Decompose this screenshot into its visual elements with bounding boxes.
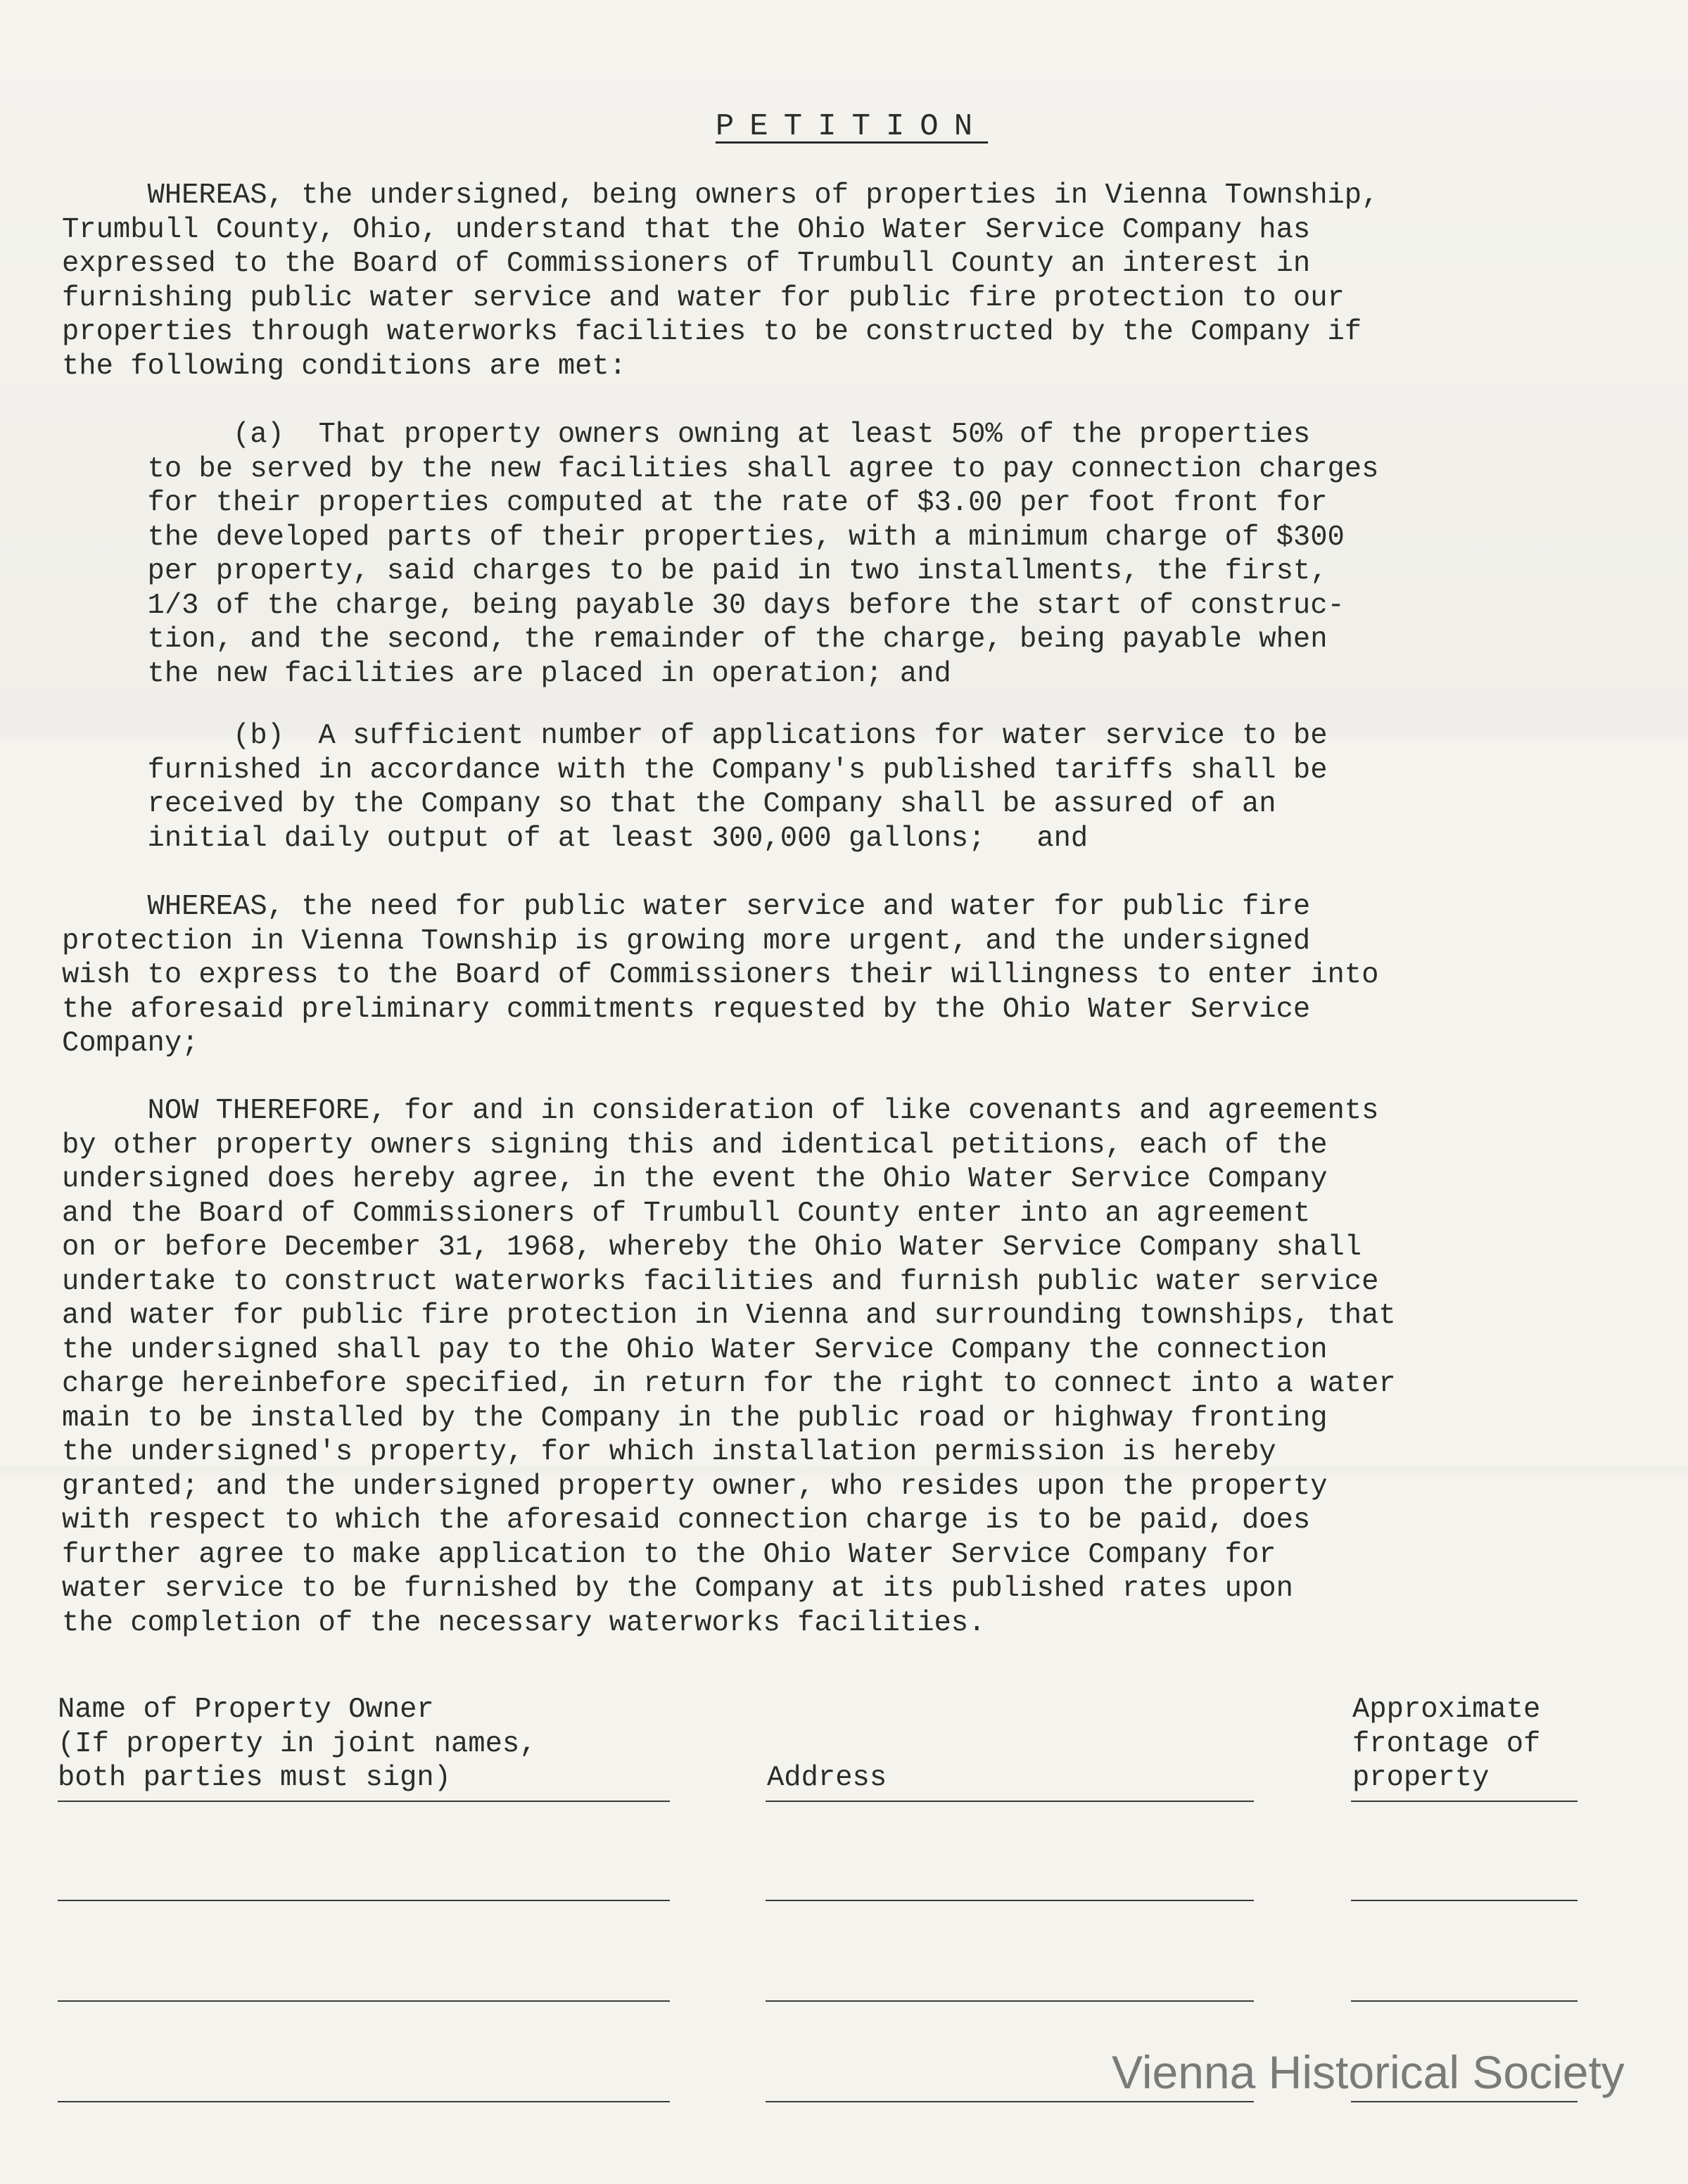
- name-column-header: Name of Property Owner (If property in joint names, both parties must sign): [58, 1694, 537, 1794]
- signature-line-frontage[interactable]: [1351, 2000, 1578, 2002]
- frontage-column-header: Approximate frontage of property: [1352, 1694, 1541, 1794]
- signature-line-name[interactable]: [58, 2101, 670, 2102]
- header-rule-frontage: [1351, 1801, 1578, 1802]
- address-column-header: Address: [767, 1762, 887, 1794]
- signature-line-frontage[interactable]: [1351, 1900, 1578, 1901]
- whereas-paragraph-1: WHEREAS, the undersigned, being owners of properties in Vienna Township, Trumbull County, Ohio, understand that the Ohio Water Service Company has expressed to the Board of Commissioners of Trumbull County an interest in furnishing public water service and water for public fire protection to our properties through waterworks facilities to be constructed by the Company if the following conditions are met:: [62, 179, 1379, 383]
- signature-line-name[interactable]: [58, 2000, 670, 2002]
- whereas-paragraph-2: WHEREAS, the need for public water service and water for public fire protection in Vienna Township is growing more urgent, and the undersigned wish to express to the Board of Commissioners their willingness to enter into the aforesaid preliminary commitments requested by the Ohio Water Service Company;: [62, 891, 1379, 1060]
- now-therefore-paragraph: NOW THEREFORE, for and in consideration of like covenants and agreements by other property owners signing this and identical petitions, each of the undersigned does hereby agree, in the event the Ohio Water Service Company and the Board of Commissioners of Trumbull County enter into an agreement on or before December 31, 1968, whereby the Ohio Water Service Company shall undertake to construct waterworks facilities and furnish public water service and water for public fire protection in Vienna and surrounding townships, that the undersigned shall pay to the Ohio Water Service Company the connection charge hereinbefore specified, in return for the right to connect into a water main to be installed by the Company in the public road or highway fronting the undersigned's property, for which installation permission is hereby granted; and the undersigned property owner, who resides upon the property with respect to which the aforesaid connection charge is to be paid, does further agree to make application to the Ohio Water Service Company for water service to be furnished by the Company at its published rates upon the completion of the necessary waterworks facilities.: [62, 1095, 1396, 1639]
- condition-b: (b) A sufficient number of applications for water service to be furnished in accordance with the Company's published tariffs shall be received by the Company so that the Company shall be assured of an initial daily output of at least 300,000 gallons; and: [147, 720, 1328, 855]
- watermark-text: Vienna Historical Society: [1112, 2046, 1625, 2098]
- signature-line-name[interactable]: [58, 1900, 670, 1901]
- signature-line-address[interactable]: [766, 1900, 1254, 1901]
- signature-line-address[interactable]: [766, 2000, 1254, 2002]
- condition-a: (a) That property owners owning at least 50% of the properties to be served by the new facilities shall agree to pay connection charges for their properties computed at the rate of $3.00 per foot front for the developed parts of their properties, with a minimum charge of $300 per property, said charges to be paid in two installments, the first, 1/3 of the charge, being payable 30 days before the start of construc- tion, and the second, the remainder of the charge, being payable when the new facilities are placed in operation; and: [147, 419, 1379, 690]
- signature-line-frontage[interactable]: [1351, 2101, 1578, 2102]
- signature-line-address[interactable]: [766, 2101, 1254, 2102]
- header-rule-name: [58, 1801, 670, 1802]
- page-title: PETITION: [715, 109, 989, 144]
- header-rule-address: [766, 1801, 1254, 1802]
